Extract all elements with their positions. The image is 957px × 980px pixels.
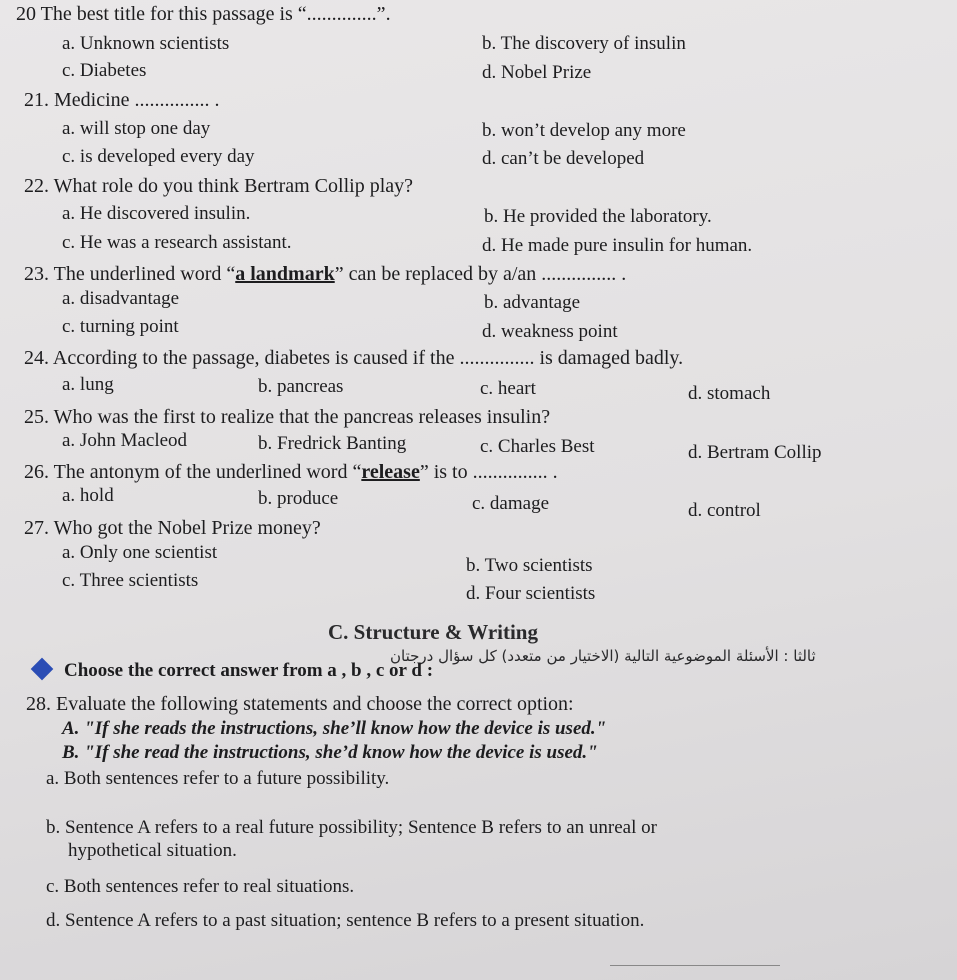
arabic-instruction: ثالثا : الأسئلة الموضوعية التالية (الاختيار من متعدد) كل سؤال درجتان: [390, 647, 816, 665]
section-instruction: Choose the correct answer from a , b , c or d :: [64, 660, 434, 681]
diamond-bullet-icon: [31, 658, 54, 681]
q23-option-a[interactable]: a. disadvantage: [62, 288, 180, 309]
q25-option-a[interactable]: a. John Macleod: [62, 430, 188, 451]
q28-option-b[interactable]: b. Sentence A refers to a real future possibility; Sentence B refers to an unreal or: [46, 817, 657, 838]
underlined-word-landmark: a landmark: [235, 263, 335, 285]
q23-option-d[interactable]: d. weakness point: [482, 321, 618, 342]
q20-option-d[interactable]: d. Nobel Prize: [482, 62, 592, 83]
q20-option-a[interactable]: a. Unknown scientists: [62, 33, 230, 54]
q27-option-d[interactable]: d. Four scientists: [466, 583, 596, 604]
q21-option-a[interactable]: a. will stop one day: [62, 118, 211, 139]
question-28: 28. Evaluate the following statements and choose the correct option:: [26, 693, 574, 715]
q21-option-c[interactable]: c. is developed every day: [62, 146, 255, 167]
underlined-word-release: release: [361, 461, 420, 483]
question-20: 20 The best title for this passage is “..............”.: [16, 3, 391, 25]
divider-line: [610, 965, 780, 966]
question-27: 27. Who got the Nobel Prize money?: [24, 517, 321, 539]
q28-option-c[interactable]: c. Both sentences refer to real situations.: [46, 876, 355, 897]
q26-option-a[interactable]: a. hold: [62, 485, 114, 506]
q20-option-c[interactable]: c. Diabetes: [62, 60, 147, 81]
question-23: 23. The underlined word “a landmark” can be replaced by a/an ............... .: [24, 263, 627, 285]
q28-option-a[interactable]: a. Both sentences refer to a future possibility.: [46, 768, 390, 789]
q25-option-c[interactable]: c. Charles Best: [480, 436, 595, 457]
q26-option-c[interactable]: c. damage: [472, 493, 550, 514]
q26-option-b[interactable]: b. produce: [258, 488, 339, 509]
q22-option-d[interactable]: d. He made pure insulin for human.: [482, 235, 753, 256]
question-24: 24. According to the passage, diabetes is caused if the ............... is damaged badly.: [24, 347, 684, 369]
q24-option-b[interactable]: b. pancreas: [258, 376, 344, 397]
section-title: C. Structure & Writing: [328, 620, 538, 644]
question-22: 22. What role do you think Bertram Collip play?: [24, 175, 414, 197]
q22-option-a[interactable]: a. He discovered insulin.: [62, 203, 251, 224]
q24-option-c[interactable]: c. heart: [480, 378, 536, 399]
statement-a: A. "If she reads the instructions, she’ll know how the device is used.": [62, 718, 607, 739]
q24-option-d[interactable]: d. stomach: [688, 383, 771, 404]
question-21: 21. Medicine ............... .: [24, 89, 220, 111]
q28-option-b-continued: hypothetical situation.: [68, 840, 237, 861]
q24-option-a[interactable]: a. lung: [62, 374, 114, 395]
question-26: 26. The antonym of the underlined word “release” is to ............... .: [24, 461, 558, 483]
q20-option-b[interactable]: b. The discovery of insulin: [482, 33, 686, 54]
q27-option-a[interactable]: a. Only one scientist: [62, 542, 218, 563]
q27-option-c[interactable]: c. Three scientists: [62, 570, 199, 591]
question-25: 25. Who was the first to realize that the pancreas releases insulin?: [24, 406, 551, 428]
q23-option-b[interactable]: b. advantage: [484, 292, 581, 313]
q28-option-d[interactable]: d. Sentence A refers to a past situation; sentence B refers to a present situation.: [46, 910, 645, 931]
q25-option-b[interactable]: b. Fredrick Banting: [258, 433, 407, 454]
q23-option-c[interactable]: c. turning point: [62, 316, 179, 337]
q27-option-b[interactable]: b. Two scientists: [466, 555, 593, 576]
q21-option-b[interactable]: b. won’t develop any more: [482, 120, 686, 141]
q25-option-d[interactable]: d. Bertram Collip: [688, 442, 822, 463]
q22-option-c[interactable]: c. He was a research assistant.: [62, 232, 292, 253]
q21-option-d[interactable]: d. can’t be developed: [482, 148, 645, 169]
q22-option-b[interactable]: b. He provided the laboratory.: [484, 206, 712, 227]
statement-b: B. "If she read the instructions, she’d know how the device is used.": [62, 742, 598, 763]
q26-option-d[interactable]: d. control: [688, 500, 761, 521]
